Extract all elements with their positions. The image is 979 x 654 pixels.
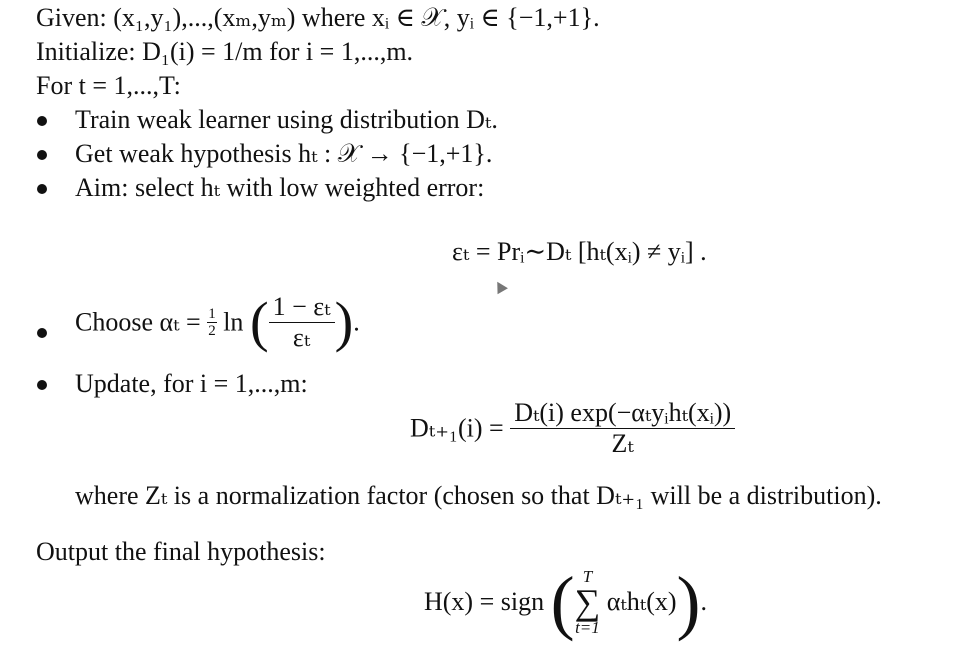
initialize-line: Initialize: D₁(i) = 1/m for i = 1,...,m. bbox=[36, 37, 414, 66]
bullet-dot bbox=[37, 150, 47, 160]
final-body: αₜhₜ(x) bbox=[606, 587, 677, 616]
mouse-cursor-icon bbox=[492, 279, 508, 295]
half-denominator: 2 bbox=[208, 323, 216, 339]
alpha-numerator: 1 − εₜ bbox=[269, 292, 335, 323]
bullet-dot bbox=[37, 328, 47, 338]
bullet-update: Update, for i = 1,...,m: bbox=[75, 369, 308, 398]
bullet-get: Get weak hypothesis hₜ : 𝒳 → {−1,+1}. bbox=[75, 139, 493, 168]
final-suffix: . bbox=[700, 587, 708, 616]
update-fraction bbox=[510, 398, 735, 459]
alpha-denominator: εₜ bbox=[292, 323, 311, 352]
final-hypothesis-equation bbox=[424, 562, 708, 642]
bullet-aim: Aim: select hₜ with low weighted error: bbox=[75, 173, 485, 202]
half-fraction bbox=[207, 306, 217, 339]
summation bbox=[575, 568, 601, 636]
half-numerator: 1 bbox=[208, 306, 216, 322]
choose-suffix: . bbox=[353, 307, 360, 337]
bullet-train: Train weak learner using distribution Dₜ. bbox=[75, 105, 498, 134]
where-line: where Zₜ is a normalization factor (chosen so that Dₜ₊₁ will be a distribution). bbox=[75, 481, 882, 510]
right-paren: ) bbox=[676, 562, 701, 642]
alpha-fraction bbox=[269, 292, 335, 353]
bullet-dot bbox=[37, 184, 47, 194]
update-equation bbox=[410, 398, 735, 459]
update-lhs: Dₜ₊₁(i) = bbox=[410, 413, 504, 443]
bullet-dot bbox=[37, 116, 47, 126]
right-paren: ) bbox=[334, 291, 354, 354]
update-denominator: Zₜ bbox=[611, 429, 634, 458]
left-paren: ( bbox=[550, 562, 575, 642]
for-loop-line: For t = 1,...,T: bbox=[36, 71, 181, 100]
given-line: Given: (x₁,y₁),...,(xₘ,yₘ) where xᵢ ∈ 𝒳, yᵢ ∈ {−1,+1}. bbox=[36, 3, 600, 32]
final-lhs: H(x) = sign bbox=[424, 587, 545, 616]
choose-alpha-equation bbox=[75, 292, 360, 353]
bullet-dot bbox=[37, 380, 47, 390]
ln-label: ln bbox=[223, 307, 244, 337]
update-numerator: Dₜ(i) exp(−αₜyᵢhₜ(xᵢ)) bbox=[510, 398, 735, 429]
sum-upper-limit: T bbox=[582, 567, 593, 586]
choose-prefix: Choose αₜ = bbox=[75, 307, 201, 337]
output-line: Output the final hypothesis: bbox=[36, 537, 326, 566]
left-paren: ( bbox=[249, 291, 269, 354]
error-equation: εₜ = Prᵢ∼Dₜ [hₜ(xᵢ) ≠ yᵢ] . bbox=[452, 237, 707, 266]
sum-lower-limit: t=1 bbox=[575, 618, 600, 637]
sum-symbol: ∑ bbox=[574, 582, 601, 622]
